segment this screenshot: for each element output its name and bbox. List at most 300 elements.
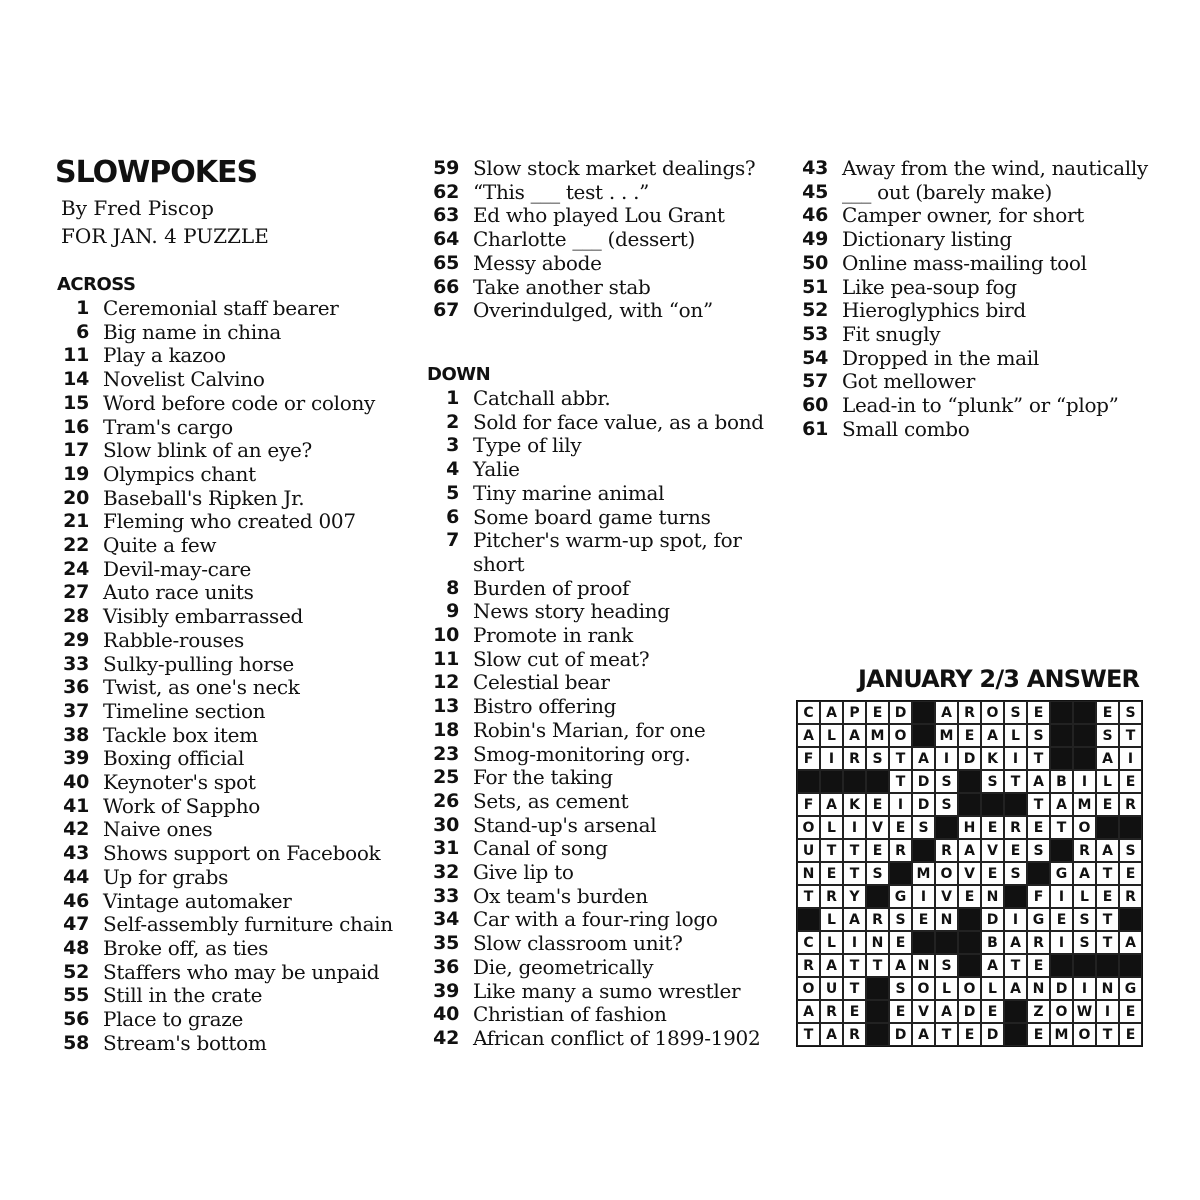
- grid-cell: N: [866, 931, 889, 954]
- down-clue: [425, 482, 764, 506]
- clue-text: Auto race units: [103, 580, 254, 605]
- grid-block: [889, 862, 912, 885]
- grid-cell: E: [1096, 701, 1119, 724]
- clue-number: 17: [63, 439, 89, 462]
- clue-number: 54: [802, 346, 828, 369]
- down-clue: [425, 458, 764, 482]
- grid-cell: V: [958, 862, 981, 885]
- grid-cell: V: [912, 1000, 935, 1023]
- grid-cell: F: [797, 793, 820, 816]
- grid-cell: T: [843, 839, 866, 862]
- grid-cell: B: [1050, 770, 1073, 793]
- grid-cell: I: [1050, 885, 1073, 908]
- down-clue: [794, 347, 1148, 371]
- grid-cell: T: [1096, 931, 1119, 954]
- grid-cell: E: [1027, 1023, 1050, 1046]
- across-clue: [55, 842, 393, 866]
- clue-number: 4: [446, 458, 459, 481]
- clue-number: 11: [433, 647, 459, 670]
- grid-cell: M: [1073, 793, 1096, 816]
- clue-number: 55: [63, 984, 89, 1007]
- across-clue: [55, 439, 393, 463]
- grid-cell: D: [958, 1000, 981, 1023]
- down-clue: [425, 387, 764, 411]
- clue-number: 29: [63, 628, 89, 651]
- clue-number: 8: [446, 576, 459, 599]
- down-clue: [794, 252, 1148, 276]
- grid-cell: E: [866, 793, 889, 816]
- clue-text: Boxing official: [103, 746, 245, 771]
- clue-text: Broke off, as ties: [103, 935, 269, 960]
- grid-cell: S: [889, 908, 912, 931]
- grid-cell: S: [935, 770, 958, 793]
- across-clue: [55, 913, 393, 937]
- clue-text: Give lip to: [473, 860, 574, 885]
- grid-cell: O: [981, 701, 1004, 724]
- down-clue: [794, 228, 1148, 252]
- grid-block: [1004, 885, 1027, 908]
- clue-number: 52: [802, 299, 828, 322]
- grid-cell: S: [1004, 862, 1027, 885]
- grid-cell: O: [1050, 1000, 1073, 1023]
- clue-text: Tackle box item: [103, 722, 258, 747]
- grid-block: [958, 908, 981, 931]
- clue-text: Ceremonial staff bearer: [103, 296, 339, 320]
- grid-cell: Y: [843, 885, 866, 908]
- grid-cell: D: [981, 1023, 1004, 1046]
- clue-number: 34: [433, 908, 459, 931]
- grid-cell: E: [1004, 839, 1027, 862]
- clue-text: Up for grabs: [103, 864, 229, 889]
- clue-text: Promote in rank: [473, 623, 633, 648]
- puzzle-title: SLOWPOKES: [55, 155, 258, 190]
- grid-block: [1073, 724, 1096, 747]
- grid-block: [1050, 701, 1073, 724]
- grid-cell: R: [866, 908, 889, 931]
- grid-block: [981, 793, 1004, 816]
- clue-text: Olympics chant: [103, 461, 256, 486]
- clue-number: 6: [76, 320, 89, 343]
- grid-block: [912, 839, 935, 862]
- across-clue: [55, 724, 393, 748]
- grid-cell: T: [1050, 816, 1073, 839]
- grid-cell: T: [1096, 908, 1119, 931]
- clue-text: Timeline section: [103, 698, 266, 723]
- across-clue: [55, 558, 393, 582]
- down-clue: [425, 648, 764, 672]
- clue-number: 52: [63, 960, 89, 983]
- grid-block: [1050, 954, 1073, 977]
- clue-number: 19: [63, 462, 89, 485]
- across-clue: [55, 344, 393, 368]
- clue-number: 53: [802, 322, 828, 345]
- clue-number: 16: [63, 415, 89, 438]
- clue-text: Sets, as cement: [473, 788, 629, 813]
- grid-cell: C: [797, 701, 820, 724]
- grid-cell: A: [912, 747, 935, 770]
- clue-text: Tiny marine animal: [473, 480, 665, 505]
- down-clue: [425, 980, 764, 1004]
- grid-cell: D: [889, 1023, 912, 1046]
- clue-text: Naive ones: [103, 817, 213, 842]
- grid-cell: I: [843, 816, 866, 839]
- grid-cell: S: [1119, 839, 1142, 862]
- grid-cell: E: [981, 1000, 1004, 1023]
- grid-cell: E: [820, 862, 843, 885]
- clue-number: 39: [63, 747, 89, 770]
- grid-cell: A: [1004, 977, 1027, 1000]
- grid-cell: L: [820, 724, 843, 747]
- across-clue: [55, 676, 393, 700]
- grid-block: [958, 770, 981, 793]
- grid-cell: T: [1027, 793, 1050, 816]
- clue-number: 5: [446, 481, 459, 504]
- grid-cell: A: [820, 701, 843, 724]
- clue-text: Catchall abbr.: [473, 386, 611, 410]
- grid-cell: A: [981, 724, 1004, 747]
- grid-block: [1119, 954, 1142, 977]
- grid-block: [912, 931, 935, 954]
- grid-cell: I: [889, 793, 912, 816]
- clue-text: Dropped in the mail: [842, 345, 1039, 370]
- grid-cell: A: [981, 954, 1004, 977]
- clue-number: 39: [433, 979, 459, 1002]
- across-clue: [55, 581, 393, 605]
- grid-block: [958, 931, 981, 954]
- grid-cell: L: [1073, 885, 1096, 908]
- clue-number: 42: [433, 1026, 459, 1049]
- clue-number: 46: [63, 889, 89, 912]
- grid-cell: A: [1119, 931, 1142, 954]
- grid-cell: R: [843, 1023, 866, 1046]
- clue-number: 57: [802, 370, 828, 393]
- clue-text: Ox team's burden: [473, 883, 648, 908]
- across-clue: [425, 299, 755, 323]
- grid-cell: O: [935, 862, 958, 885]
- down-clue: [425, 861, 764, 885]
- across-clue: [55, 321, 393, 345]
- clue-text: Yalie: [473, 457, 520, 482]
- grid-cell: S: [1073, 908, 1096, 931]
- grid-cell: I: [935, 747, 958, 770]
- grid-block: [797, 908, 820, 931]
- grid-cell: K: [843, 793, 866, 816]
- grid-block: [1050, 724, 1073, 747]
- grid-cell: N: [1027, 977, 1050, 1000]
- clue-text: Small combo: [842, 416, 970, 441]
- grid-cell: T: [797, 885, 820, 908]
- across-clue: [55, 416, 393, 440]
- clue-text: Vintage automaker: [103, 888, 292, 913]
- down-heading: DOWN: [427, 364, 491, 385]
- grid-block: [1004, 1000, 1027, 1023]
- clue-number: 59: [433, 157, 459, 179]
- grid-cell: S: [981, 770, 1004, 793]
- grid-cell: A: [1027, 770, 1050, 793]
- clue-text: Shows support on Facebook: [103, 841, 381, 866]
- grid-cell: D: [958, 747, 981, 770]
- down-clue: [425, 885, 764, 909]
- grid-cell: V: [866, 816, 889, 839]
- down-clue: [425, 743, 764, 767]
- clue-number: 28: [63, 605, 89, 628]
- clue-text: Away from the wind, nautically: [842, 156, 1148, 180]
- across-clue: [55, 937, 393, 961]
- clue-text: Celestial bear: [473, 670, 610, 695]
- grid-cell: T: [889, 747, 912, 770]
- grid-cell: V: [935, 885, 958, 908]
- grid-cell: A: [843, 908, 866, 931]
- grid-cell: T: [1004, 954, 1027, 977]
- down-clue-list: [425, 387, 764, 1051]
- clue-number: 36: [63, 676, 89, 699]
- answer-title: JANUARY 2/3 ANSWER: [858, 665, 1140, 693]
- grid-cell: A: [935, 1000, 958, 1023]
- across-clue-list: [55, 297, 393, 1056]
- grid-cell: E: [889, 816, 912, 839]
- clue-text: Canal of song: [473, 836, 608, 861]
- grid-cell: A: [820, 793, 843, 816]
- clue-number: 26: [433, 789, 459, 812]
- clue-text: Keynoter's spot: [103, 770, 256, 795]
- down-clue: [425, 695, 764, 719]
- grid-cell: S: [1096, 724, 1119, 747]
- grid-cell: R: [843, 747, 866, 770]
- clue-number: 30: [433, 813, 459, 836]
- grid-cell: D: [889, 701, 912, 724]
- down-clue: [794, 276, 1148, 300]
- across-clue: [425, 252, 755, 276]
- clue-text: Robin's Marian, for one: [473, 717, 706, 742]
- grid-block: [935, 931, 958, 954]
- down-clue: [794, 418, 1148, 442]
- grid-cell: T: [1096, 1023, 1119, 1046]
- clue-text: Camper owner, for short: [842, 203, 1084, 228]
- grid-block: [797, 770, 820, 793]
- clue-text: Fit snugly: [842, 321, 941, 346]
- across-clue: [55, 463, 393, 487]
- grid-cell: O: [797, 816, 820, 839]
- grid-cell: R: [1119, 885, 1142, 908]
- clue-number: 7: [446, 529, 459, 552]
- down-clue: [425, 837, 764, 861]
- grid-cell: L: [1004, 724, 1027, 747]
- grid-block: [866, 1023, 889, 1046]
- grid-cell: I: [1119, 747, 1142, 770]
- grid-cell: G: [889, 885, 912, 908]
- clue-text: Sold for face value, as a bond: [473, 409, 764, 434]
- clue-number: 25: [433, 766, 459, 789]
- grid-block: [1073, 954, 1096, 977]
- clue-text: Charlotte ___ (dessert): [473, 227, 696, 252]
- clue-text: Smog-monitoring org.: [473, 741, 691, 766]
- grid-cell: T: [1119, 724, 1142, 747]
- clue-number: 15: [63, 391, 89, 414]
- grid-cell: S: [1027, 724, 1050, 747]
- clue-text: Like pea-soup fog: [842, 274, 1017, 299]
- across-clue: [55, 534, 393, 558]
- grid-cell: H: [958, 816, 981, 839]
- grid-cell: N: [981, 885, 1004, 908]
- clue-number: 35: [433, 932, 459, 955]
- clue-text: Big name in china: [103, 319, 282, 344]
- clue-number: 20: [63, 486, 89, 509]
- down-clue: [425, 766, 764, 790]
- clue-text: For the taking: [473, 765, 613, 790]
- grid-cell: N: [797, 862, 820, 885]
- across-clue: [425, 228, 755, 252]
- grid-cell: D: [981, 908, 1004, 931]
- clue-text: Work of Sappho: [103, 793, 261, 818]
- down-clue: [425, 814, 764, 838]
- down-clue: [425, 719, 764, 743]
- grid-cell: L: [981, 977, 1004, 1000]
- grid-block: [1073, 701, 1096, 724]
- grid-cell: S: [1073, 931, 1096, 954]
- grid-cell: P: [843, 701, 866, 724]
- grid-cell: T: [843, 862, 866, 885]
- grid-cell: E: [912, 908, 935, 931]
- grid-cell: T: [1004, 770, 1027, 793]
- grid-cell: S: [935, 793, 958, 816]
- grid-cell: R: [820, 1000, 843, 1023]
- grid-cell: E: [958, 885, 981, 908]
- grid-cell: W: [1073, 1000, 1096, 1023]
- across-clue: [425, 181, 755, 205]
- grid-cell: T: [1096, 862, 1119, 885]
- grid-cell: I: [1004, 747, 1027, 770]
- clue-text: Slow cut of meat?: [473, 646, 650, 671]
- clue-text: Novelist Calvino: [103, 367, 265, 392]
- clue-text: Twist, as one's neck: [103, 675, 300, 700]
- grid-cell: I: [1096, 1000, 1119, 1023]
- grid-cell: T: [889, 770, 912, 793]
- across-clue: [55, 510, 393, 534]
- grid-cell: O: [958, 977, 981, 1000]
- across-clue: [425, 276, 755, 300]
- clue-text: Like many a sumo wrestler: [473, 978, 741, 1003]
- clue-text: “This ___ test . . .”: [473, 179, 650, 204]
- across-clue: [55, 795, 393, 819]
- grid-cell: M: [935, 724, 958, 747]
- clue-number: 9: [446, 600, 459, 623]
- clue-number: 62: [433, 180, 459, 203]
- clue-text: Slow stock market dealings?: [473, 156, 756, 180]
- grid-cell: R: [1119, 793, 1142, 816]
- down-clue: [794, 323, 1148, 347]
- grid-cell: A: [958, 839, 981, 862]
- down-clue: [425, 790, 764, 814]
- grid-block: [1004, 1023, 1027, 1046]
- grid-cell: E: [1119, 1000, 1142, 1023]
- across-clue: [55, 653, 393, 677]
- clue-text: Hieroglyphics bird: [842, 298, 1026, 323]
- down-clue: [425, 956, 764, 980]
- grid-cell: G: [1027, 908, 1050, 931]
- across-clue: [55, 984, 393, 1008]
- clue-text: Some board game turns: [473, 504, 711, 529]
- down-clue: [425, 908, 764, 932]
- down-clue: [794, 204, 1148, 228]
- clue-text: African conflict of 1899-1902: [473, 1025, 761, 1050]
- across-clue: [55, 771, 393, 795]
- grid-cell: I: [1073, 977, 1096, 1000]
- clue-text: Quite a few: [103, 533, 217, 558]
- clue-text: Visibly embarrassed: [103, 604, 304, 629]
- grid-cell: D: [912, 793, 935, 816]
- grid-cell: M: [912, 862, 935, 885]
- grid-cell: T: [843, 977, 866, 1000]
- grid-cell: E: [843, 1000, 866, 1023]
- clue-number: 31: [433, 837, 459, 860]
- grid-block: [1050, 747, 1073, 770]
- clue-text: Die, geometrically: [473, 954, 654, 979]
- grid-cell: A: [912, 1023, 935, 1046]
- grid-cell: S: [1027, 839, 1050, 862]
- down-clue: [794, 370, 1148, 394]
- clue-text: Rabble-rouses: [103, 627, 244, 652]
- down-clue: [425, 600, 764, 624]
- clue-text: Christian of fashion: [473, 1002, 667, 1027]
- grid-cell: M: [1050, 1023, 1073, 1046]
- clue-text: Pitcher's warm-up spot, for short: [473, 528, 742, 576]
- grid-cell: D: [1050, 977, 1073, 1000]
- grid-cell: T: [866, 954, 889, 977]
- grid-block: [843, 770, 866, 793]
- clue-text: Devil-may-care: [103, 556, 251, 581]
- clue-number: 40: [63, 771, 89, 794]
- grid-block: [1096, 816, 1119, 839]
- down-clue: [425, 1003, 764, 1027]
- grid-cell: F: [797, 747, 820, 770]
- clue-text: Stream's bottom: [103, 1030, 267, 1055]
- clue-number: 3: [446, 434, 459, 457]
- clue-text: Tram's cargo: [103, 414, 233, 439]
- grid-cell: U: [820, 977, 843, 1000]
- clue-text: Car with a four-ring logo: [473, 907, 718, 932]
- down-clue: [425, 434, 764, 458]
- clue-text: Messy abode: [473, 250, 602, 275]
- grid-cell: A: [1050, 793, 1073, 816]
- grid-cell: N: [912, 954, 935, 977]
- down-clue-list-continued: [794, 157, 1148, 441]
- grid-cell: G: [1119, 977, 1142, 1000]
- grid-cell: T: [1027, 747, 1050, 770]
- clue-number: 65: [433, 251, 459, 274]
- grid-cell: E: [889, 1000, 912, 1023]
- clue-text: Slow blink of an eye?: [103, 438, 312, 463]
- clue-number: 18: [433, 718, 459, 741]
- grid-block: [958, 954, 981, 977]
- grid-cell: D: [912, 770, 935, 793]
- grid-block: [958, 793, 981, 816]
- clue-number: 24: [63, 557, 89, 580]
- grid-cell: S: [866, 862, 889, 885]
- grid-cell: I: [820, 747, 843, 770]
- clue-number: 64: [433, 228, 459, 251]
- grid-cell: F: [1027, 885, 1050, 908]
- across-clue: [425, 204, 755, 228]
- across-clue: [55, 1032, 393, 1056]
- grid-cell: S: [1004, 701, 1027, 724]
- clue-number: 56: [63, 1008, 89, 1031]
- clue-number: 10: [433, 624, 459, 647]
- clue-number: 22: [63, 534, 89, 557]
- grid-cell: A: [797, 724, 820, 747]
- grid-block: [820, 770, 843, 793]
- clue-number: 37: [63, 699, 89, 722]
- grid-cell: E: [1119, 862, 1142, 885]
